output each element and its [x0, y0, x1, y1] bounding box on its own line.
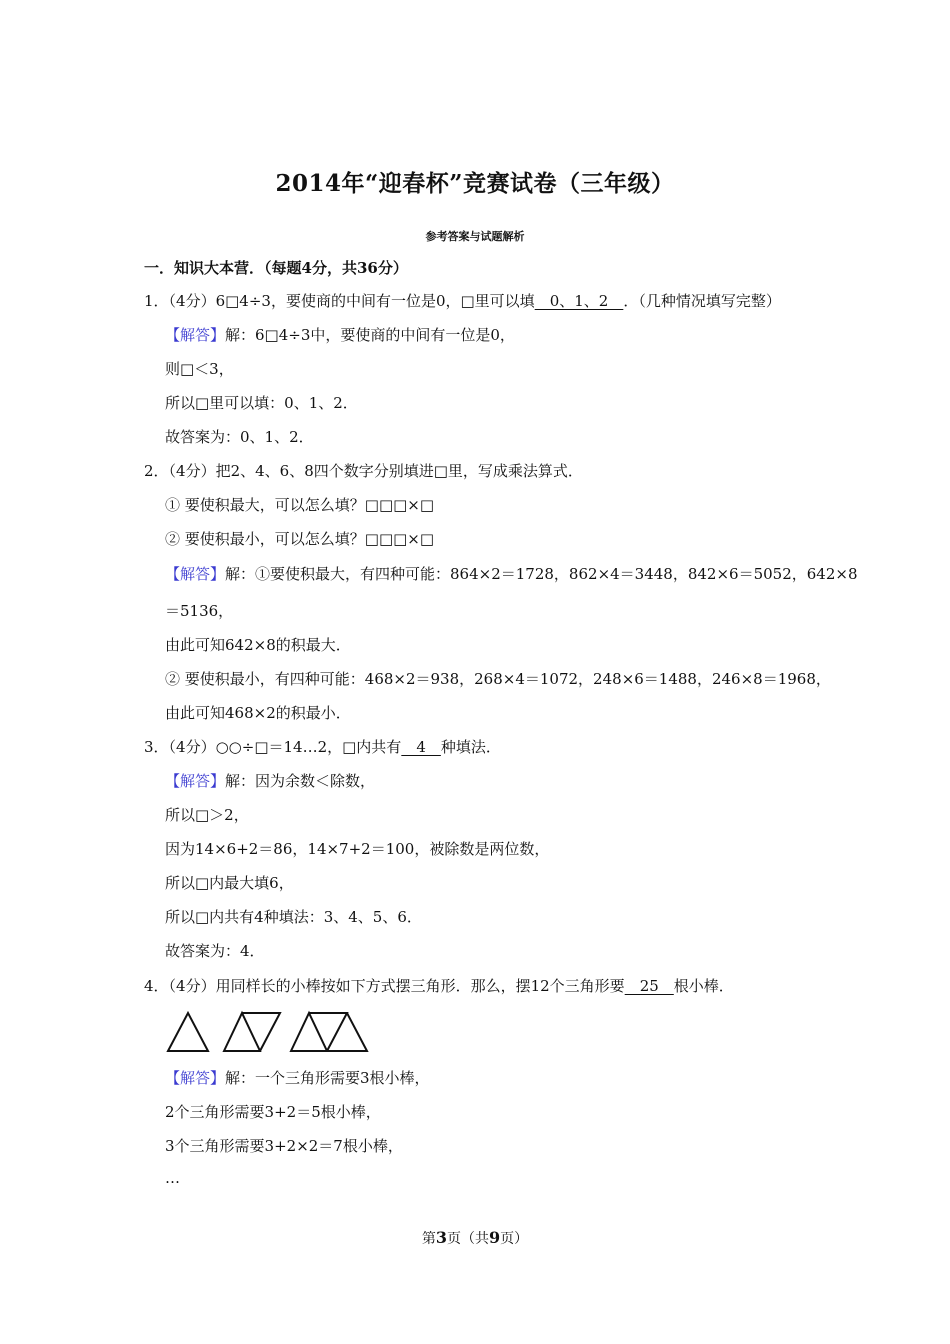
q1-solution-line-1	[165, 325, 515, 345]
three-triangles-middle	[309, 1013, 347, 1051]
question-4	[144, 976, 734, 996]
q4-solution-line-2: 2个三角形需要3+2＝5根小棒，	[165, 1103, 381, 1121]
total-page-number: 9	[489, 1228, 501, 1247]
q2-solution-line-1	[165, 564, 858, 584]
question-3-stem-end: 种填法．	[440, 738, 501, 756]
q3-solution-line-6: 故答案为：4．	[165, 942, 265, 960]
three-triangles-right	[327, 1013, 367, 1051]
q4-solution-line-1	[165, 1068, 430, 1088]
question-4-stem: 4．（4分）用同样长的小棒按如下方式摆三角形．那么，摆12个三角形要	[144, 977, 625, 995]
answer-tag: 【解答】	[165, 1069, 226, 1087]
two-triangles-up	[224, 1013, 260, 1051]
two-triangles-down	[242, 1013, 280, 1051]
question-2: 2．（4分）把2、4、6、8四个数字分别填进□里，写成乘法算式．	[144, 462, 583, 480]
question-1	[144, 291, 781, 311]
question-1-answer-blank: 0、1、2	[534, 292, 624, 310]
q1-solution-line-3: 所以□里可以填：0、1、2．	[165, 394, 358, 412]
question-3-answer-blank: 4	[401, 738, 441, 756]
current-page-number: 3	[435, 1228, 447, 1247]
q3-solution-line-3: 因为14×6+2＝86，14×7+2＝100，被除数是两位数，	[165, 840, 550, 858]
page-title: 2014年“迎春杯”竞赛试卷（三年级）	[275, 170, 675, 197]
answer-tag: 【解答】	[165, 772, 226, 790]
q2-solution-line-4: ② 要使积最小，有四种可能：468×2＝938，268×4＝1072，248×6＝1488，246×8＝1968，	[165, 670, 831, 688]
q3-solution-line-5: 所以□内共有4种填法：3、4、5、6．	[165, 908, 422, 926]
single-triangle	[168, 1013, 208, 1051]
q2-solution-line-5: 由此可知468×2的积最小．	[165, 704, 351, 722]
question-2-part-2: ② 要使积最小，可以怎么填？□□□×□	[165, 530, 435, 548]
question-2-part-1: ① 要使积最大，可以怎么填？□□□×□	[165, 496, 435, 514]
question-1-stem-end: ．（几种情况填写完整）	[623, 292, 781, 310]
question-3	[144, 737, 501, 757]
question-3-stem: 3．（4分）○○÷□＝14…2，□内共有	[144, 738, 402, 756]
footer-text: 第	[421, 1231, 436, 1247]
q2-solution-line-2: ＝5136，	[165, 602, 234, 620]
q3-solution-line-4: 所以□内最大填6，	[165, 874, 294, 892]
footer-text: 页）	[500, 1231, 529, 1247]
answer-tag: 【解答】	[165, 565, 226, 583]
question-1-stem: 1．（4分）6□4÷3，要使商的中间有一位是0，□里可以填	[144, 292, 535, 310]
three-triangles-left	[291, 1013, 327, 1051]
footer-text: 页（共	[447, 1231, 489, 1247]
question-4-stem-end: 根小棒．	[673, 977, 734, 995]
q3-solution-line-2: 所以□＞2，	[165, 806, 249, 824]
q1-solution-line-4: 故答案为：0、1、2．	[165, 428, 314, 446]
solution-text: 解：一个三角形需要3根小棒，	[225, 1069, 430, 1087]
triangle-sticks-figure	[164, 1008, 374, 1056]
page-footer	[0, 1228, 950, 1248]
page-subtitle: 参考答案与试题解析	[425, 230, 525, 243]
solution-text: 解：6□4÷3中，要使商的中间有一位是0，	[225, 326, 515, 344]
solution-text: 解：因为余数＜除数，	[225, 772, 376, 790]
q1-solution-line-2: 则□＜3，	[165, 360, 234, 378]
section-heading: 一．知识大本营．（每题4分，共36分）	[144, 259, 408, 277]
question-4-answer-blank: 25	[624, 977, 674, 995]
q4-solution-line-3: 3个三角形需要3+2×2＝7根小棒，	[165, 1137, 403, 1155]
q2-solution-line-3: 由此可知642×8的积最大．	[165, 636, 351, 654]
answer-tag: 【解答】	[165, 326, 226, 344]
q3-solution-line-1	[165, 771, 375, 791]
solution-text: 解：①要使积最大，有四种可能：864×2＝1728，862×4＝3448，842×6＝5052，642×8	[225, 565, 858, 583]
q4-solution-line-4: …	[165, 1169, 180, 1187]
